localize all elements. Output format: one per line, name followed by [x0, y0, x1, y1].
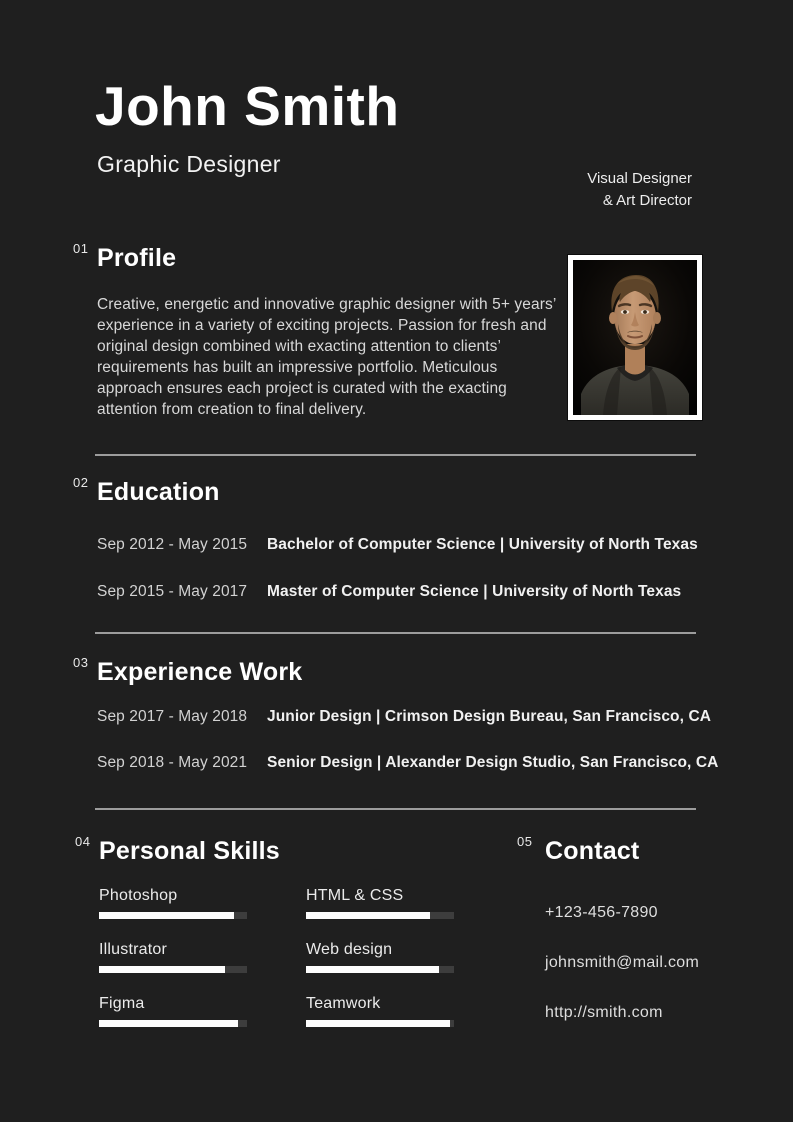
section-contact [517, 834, 700, 1022]
education-heading-label: Education [97, 478, 220, 506]
skill-bar-track [99, 1020, 247, 1027]
skill-bar-fill [99, 1020, 238, 1027]
experience-heading-label: Experience Work [97, 658, 303, 686]
skill-bar-track [99, 966, 247, 973]
profile-heading-label: Profile [97, 244, 177, 272]
skill-label: Web design [306, 940, 393, 958]
skills-heading [75, 834, 454, 866]
skills-column-2 [306, 887, 454, 1027]
contact-items [545, 903, 699, 1022]
education-detail: Bachelor of Computer Science | University of North Texas [267, 535, 698, 553]
contact-phone[interactable]: +123-456-7890 [545, 903, 658, 921]
experience-section-number: 03 [73, 655, 89, 670]
divider [95, 454, 696, 456]
section-education [73, 475, 717, 601]
skill-bar-track [306, 966, 454, 973]
section-skills [75, 834, 454, 1027]
contact-website[interactable]: http://smith.com [545, 1003, 663, 1021]
skill-bar-fill [306, 966, 439, 973]
portrait-photo [568, 255, 702, 420]
profile-text: Creative, energetic and innovative graphic designer with 5+ years’ experience in a variety of exciting projects. Passion for fresh and original design combined with exacting attention to clients’ requirements has built an impressive portfolio. Meticulous approach ensures each project is curated with the exacting attention from creation to final delivery. [97, 295, 556, 418]
section-experience [73, 655, 719, 772]
person-title: Graphic Designer [97, 151, 281, 177]
contact-heading [517, 834, 699, 866]
skill-label: Figma [99, 994, 145, 1012]
experience-row [97, 754, 717, 772]
profile-section-number: 01 [73, 241, 89, 256]
education-heading [73, 475, 717, 507]
experience-row [97, 708, 717, 726]
skills-grid [99, 887, 454, 1027]
tagline-line-2: & Art Director [602, 191, 692, 209]
skill-item [99, 887, 247, 919]
experience-dates: Sep 2017 - May 2018 [97, 707, 248, 725]
skill-item [306, 887, 454, 919]
profile-heading [73, 241, 567, 273]
skill-item [99, 995, 247, 1027]
education-dates: Sep 2012 - May 2015 [97, 535, 248, 553]
skill-label: Photoshop [99, 886, 178, 904]
contact-section-number: 05 [517, 834, 533, 849]
experience-dates: Sep 2018 - May 2021 [97, 753, 248, 771]
skills-section-number: 04 [75, 834, 91, 849]
skill-item [99, 941, 247, 973]
skill-bar-fill [99, 966, 225, 973]
person-name: John Smith [95, 75, 400, 137]
skills-heading-label: Personal Skills [99, 837, 280, 865]
education-row [97, 583, 717, 601]
experience-detail: Junior Design | Crimson Design Bureau, San Francisco, CA [267, 707, 712, 725]
skills-column-1 [99, 887, 247, 1027]
education-detail: Master of Computer Science | University of North Texas [267, 582, 682, 600]
skill-bar-track [99, 912, 247, 919]
divider [95, 632, 696, 634]
tagline-line-1: Visual Designer [587, 170, 692, 187]
skill-label: Illustrator [99, 940, 167, 958]
skill-label: Teamwork [306, 994, 381, 1012]
skill-bar-fill [99, 912, 234, 919]
contact-heading-label: Contact [545, 837, 640, 865]
experience-heading [73, 655, 717, 687]
skill-bar-fill [306, 912, 430, 919]
skill-bar-track [306, 1020, 454, 1027]
experience-detail: Senior Design | Alexander Design Studio, San Francisco, CA [267, 753, 719, 771]
education-dates: Sep 2015 - May 2017 [97, 582, 248, 600]
skill-bar-track [306, 912, 454, 919]
tagline [587, 168, 692, 212]
education-row [97, 536, 717, 554]
skill-bar-fill [306, 1020, 450, 1027]
portrait-photo-image [573, 260, 697, 415]
contact-email[interactable]: johnsmith@mail.com [545, 953, 700, 971]
skill-item [306, 995, 454, 1027]
skill-label: HTML & CSS [306, 886, 404, 904]
education-section-number: 02 [73, 475, 89, 490]
section-profile [73, 241, 567, 420]
divider [95, 808, 696, 810]
skill-item [306, 941, 454, 973]
